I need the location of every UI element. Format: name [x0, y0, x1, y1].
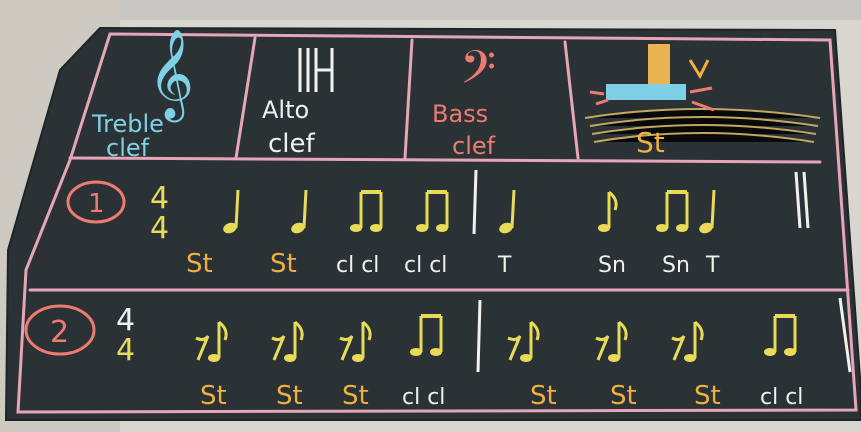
treble-clef-icon: 𝄞 [148, 29, 195, 119]
row-1-label-5: T [498, 253, 512, 278]
row-2-time-top: 4 [116, 303, 136, 338]
alto-label-2: clef [268, 129, 315, 159]
alto-label-1: Alto [262, 96, 310, 124]
row-1-time-top: 4 [150, 181, 170, 216]
bass-label-2: clef [452, 132, 496, 160]
stick-label: St [636, 126, 665, 159]
row-1-barline [474, 170, 476, 234]
row-1-label-7: Sn [662, 253, 690, 278]
row-2-barline [478, 300, 480, 372]
block-icon [606, 84, 686, 100]
row-2-label-7: St [694, 381, 721, 411]
row-2-label-4: cl cl [402, 385, 446, 410]
treble-label-2: clef [106, 134, 150, 162]
row-2-label-1: St [200, 381, 227, 411]
row-1-label-3: cl cl [336, 253, 380, 278]
row-2-time-bottom: 4 [116, 333, 136, 368]
row-1-number: 1 [88, 189, 105, 219]
row-1-time-bottom: 4 [150, 211, 170, 246]
stick-box [582, 44, 822, 159]
desk-top-edge [100, 0, 861, 20]
row-2-label-2: St [276, 381, 303, 411]
row-2-label-3: St [342, 381, 369, 411]
stick-icon [648, 44, 670, 84]
row-2-number: 2 [50, 315, 70, 350]
row-2-label-5: St [530, 381, 557, 411]
row-2-label-6: St [610, 381, 637, 411]
bass-label-1: Bass [432, 100, 489, 128]
row-1-label-2: St [270, 249, 297, 279]
row-1-label-8: T [706, 253, 720, 278]
bass-clef-icon: 𝄢 [460, 41, 497, 106]
row-1-label-1: St [186, 249, 213, 279]
treble-label-1: Treble [92, 110, 164, 138]
row-1-label-4: cl cl [404, 253, 448, 278]
row-1-label-6: Sn [598, 253, 626, 278]
row-2-label-8: cl cl [760, 385, 804, 410]
